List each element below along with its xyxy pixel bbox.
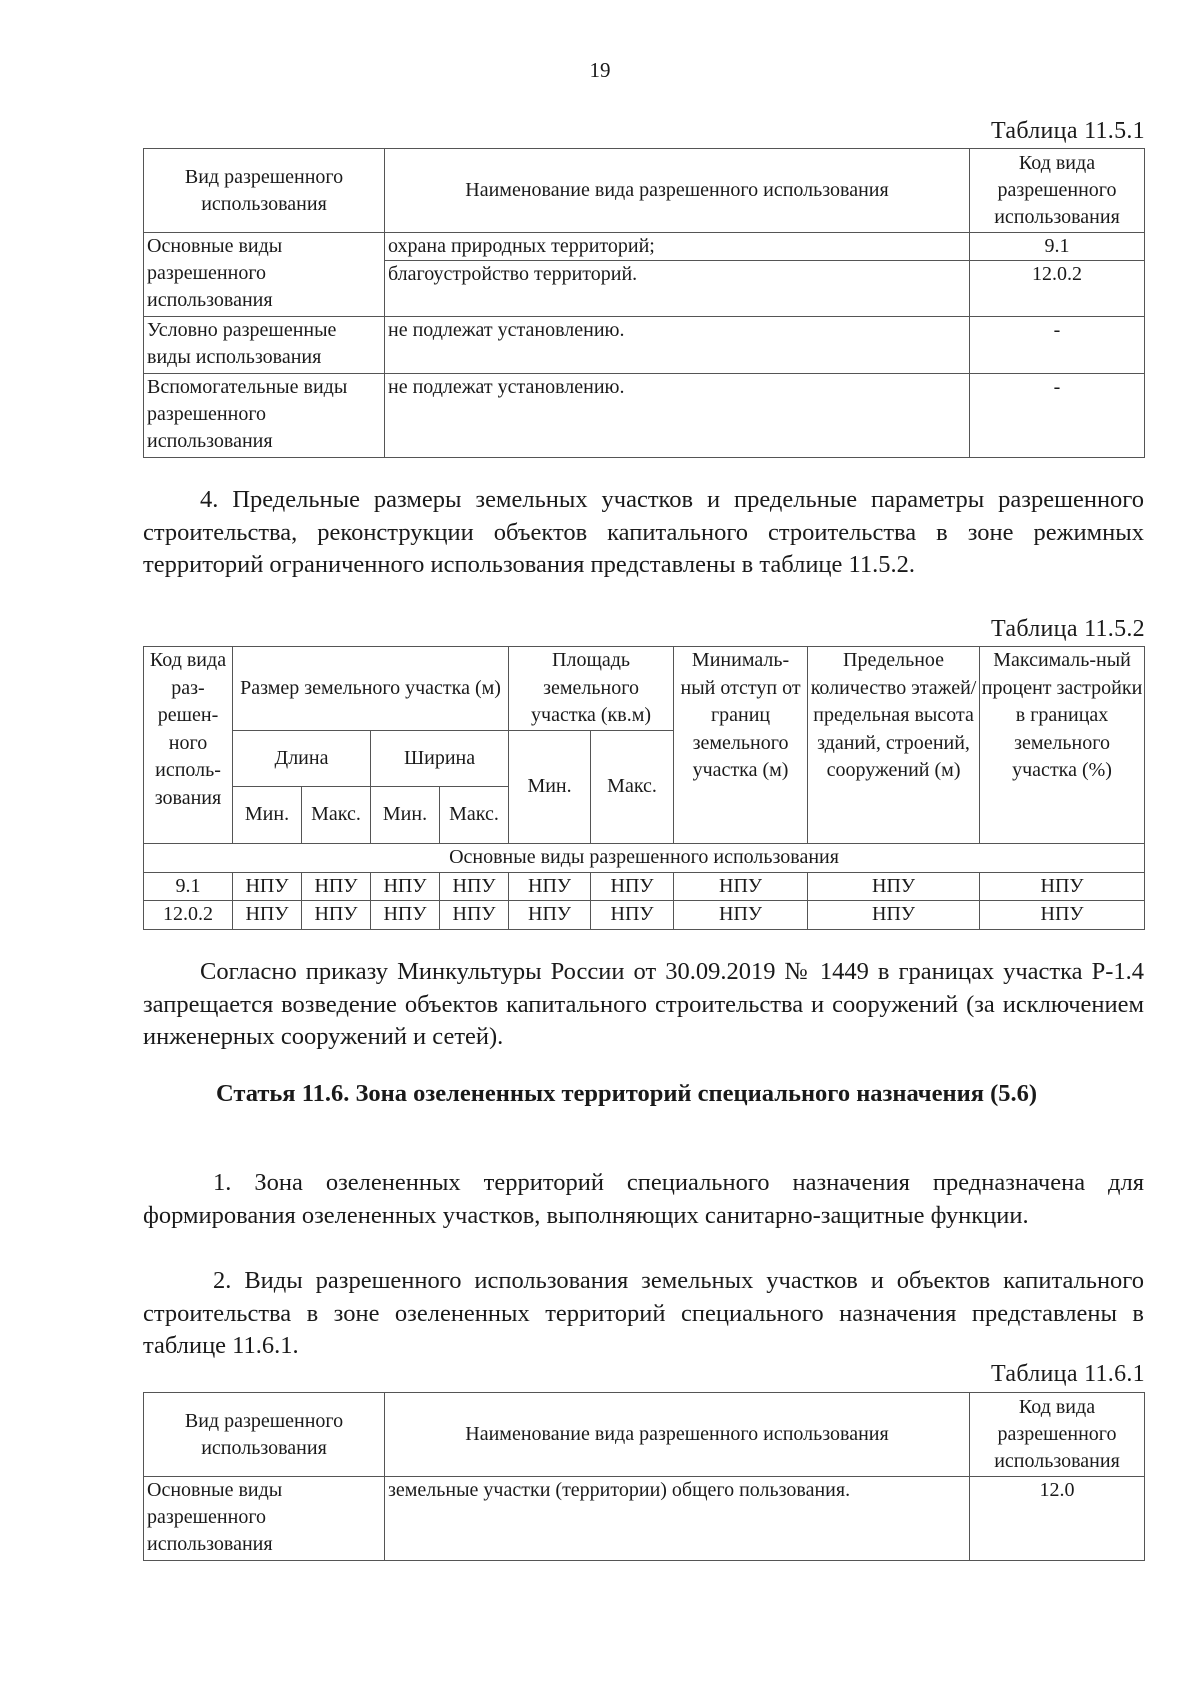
- use-code-cell: 12.0.2: [970, 261, 1145, 317]
- table-cell: НПУ: [980, 901, 1145, 930]
- paragraph-permitted-uses: 2. Виды разрешенного использования земельных участков и объектов капитального строительства в зоне озелененных территорий специального назначения представлены в таблице 11.6.1.: [143, 1267, 1144, 1359]
- header-use-code: Код вида разрешенного использования: [970, 1393, 1145, 1477]
- table-cell: НПУ: [371, 901, 440, 930]
- section-main-uses: Основные виды разрешенного использования: [144, 844, 1145, 873]
- use-name-cell: благоустройство территорий.: [385, 261, 970, 317]
- header-width-max: Макс.: [440, 787, 509, 844]
- paragraph-ministry-order: Согласно приказу Минкультуры России от 30.09.2019 № 1449 в границах участка Р-1.4 запрещается возведение объектов капитального строительства и сооружений (за исключением инженерных сооружений и сетей).: [143, 958, 1144, 1050]
- table-cell: НПУ: [233, 901, 302, 930]
- header-width-min: Мин.: [371, 787, 440, 844]
- table-row: [144, 872, 1145, 901]
- header-code: Код вида раз-решен-ного исполь-зования: [144, 647, 233, 844]
- header-use-code: Код вида разрешенного использования: [970, 149, 1145, 233]
- table-cell: НПУ: [302, 872, 371, 901]
- header-area-max: Макс.: [591, 731, 674, 844]
- table-caption-11-5-2: Таблица 11.5.2: [991, 616, 1145, 642]
- header-min-setback: Минималь-ный отступ от границ земельного участка (м): [674, 647, 808, 844]
- header-length-max: Макс.: [302, 787, 371, 844]
- header-length-min: Мин.: [233, 787, 302, 844]
- table-caption-11-6-1: Таблица 11.6.1: [991, 1361, 1145, 1387]
- use-name-cell: не подлежат установлению.: [385, 317, 970, 374]
- table-cell: НПУ: [808, 901, 980, 930]
- permitted-use-table-11-5-1: [143, 148, 1145, 458]
- header-plot-size: Размер земельного участка (м): [233, 647, 509, 731]
- row-code: 9.1: [144, 872, 233, 901]
- header-area-min: Мин.: [509, 731, 591, 844]
- use-code-cell: -: [970, 374, 1145, 458]
- table-cell: НПУ: [440, 872, 509, 901]
- table-cell: НПУ: [674, 901, 808, 930]
- table-cell: НПУ: [233, 872, 302, 901]
- paragraph-zone-purpose: 1. Зона озелененных территорий специального назначения предназначена для формирования озелененных участков, выполняющих санитарно-защитные функции.: [143, 1169, 1144, 1229]
- header-use-name: Наименование вида разрешенного использования: [385, 149, 970, 233]
- table-cell: НПУ: [509, 872, 591, 901]
- header-max-floors: Предельное количество этажей/ предельная высота зданий, строений, сооружений (м): [808, 647, 980, 844]
- use-name-cell: не подлежат установлению.: [385, 374, 970, 458]
- use-code-cell: 9.1: [970, 233, 1145, 261]
- page-number: 19: [589, 58, 611, 82]
- use-code-cell: -: [970, 317, 1145, 374]
- use-name-cell: земельные участки (территории) общего пользования.: [385, 1477, 970, 1561]
- permitted-use-table-11-6-1: [143, 1392, 1145, 1561]
- header-width: Ширина: [371, 731, 509, 787]
- parameters-table-11-5-2: [143, 646, 1145, 930]
- table-cell: НПУ: [591, 901, 674, 930]
- use-name-cell: охрана природных территорий;: [385, 233, 970, 261]
- paragraph-4-limits: 4. Предельные размеры земельных участков и предельные параметры разрешенного строительства, реконструкции объектов капитального строительства в зоне режимных территорий ограниченного использования представлены в таблице 11.5.2.: [143, 486, 1144, 578]
- table-caption-11-5-1: Таблица 11.5.1: [991, 118, 1145, 144]
- header-use-type: Вид разрешенного использования: [144, 149, 385, 233]
- header-use-name: Наименование вида разрешенного использования: [385, 1393, 970, 1477]
- table-row: [144, 901, 1145, 930]
- table-cell: НПУ: [371, 872, 440, 901]
- header-max-coverage: Максималь-ный процент застройки в границах земельного участка (%): [980, 647, 1145, 844]
- use-code-cell: 12.0: [970, 1477, 1145, 1561]
- header-use-type: Вид разрешенного использования: [144, 1393, 385, 1477]
- group-conditional-uses: Условно разрешенные виды использования: [144, 317, 385, 374]
- header-length: Длина: [233, 731, 371, 787]
- table-cell: НПУ: [808, 872, 980, 901]
- table-cell: НПУ: [674, 872, 808, 901]
- row-code: 12.0.2: [144, 901, 233, 930]
- table-cell: НПУ: [591, 872, 674, 901]
- table-cell: НПУ: [440, 901, 509, 930]
- group-auxiliary-uses: Вспомогательные виды разрешенного использования: [144, 374, 385, 458]
- group-main-uses: Основные виды разрешенного использования: [144, 233, 385, 317]
- table-cell: НПУ: [302, 901, 371, 930]
- table-cell: НПУ: [509, 901, 591, 930]
- table-cell: НПУ: [980, 872, 1145, 901]
- header-plot-area: Площадь земельного участка (кв.м): [509, 647, 674, 731]
- article-heading: Статья 11.6. Зона озелененных территорий специального назначения (5.6): [216, 1080, 1038, 1107]
- group-main-uses: Основные виды разрешенного использования: [144, 1477, 385, 1561]
